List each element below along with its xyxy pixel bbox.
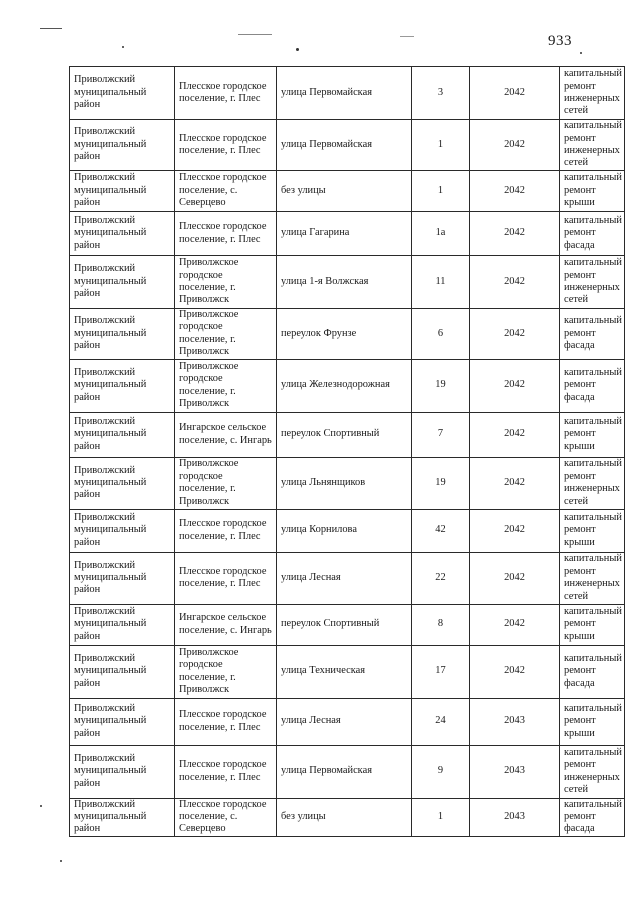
- house-number-cell: 1: [412, 798, 470, 836]
- table-row: [70, 552, 625, 604]
- settlement-cell: Ингарское сельское поселение, с. Ингарь: [175, 604, 277, 645]
- table-row: [70, 509, 625, 552]
- year-cell: 2042: [470, 256, 560, 309]
- street-cell: улица Первомайская: [277, 67, 412, 120]
- district-cell: Приволжский муниципальный район: [70, 359, 175, 412]
- settlement-cell: Плесское городское поселение, г. Плес: [175, 67, 277, 120]
- year-cell: 2042: [470, 509, 560, 552]
- work-type-cell: капитальный ремонт крыши: [560, 171, 625, 212]
- table-row: [70, 212, 625, 256]
- year-cell: 2042: [470, 359, 560, 412]
- street-cell: улица Железнодорожная: [277, 359, 412, 412]
- district-cell: Приволжский муниципальный район: [70, 256, 175, 309]
- house-number-cell: 1: [412, 171, 470, 212]
- district-cell: Приволжский муниципальный район: [70, 171, 175, 212]
- work-type-cell: капитальный ремонт фасада: [560, 309, 625, 360]
- work-type-cell: капитальный ремонт крыши: [560, 509, 625, 552]
- district-cell: Приволжский муниципальный район: [70, 509, 175, 552]
- work-type-cell: капитальный ремонт крыши: [560, 412, 625, 457]
- table-row: [70, 412, 625, 457]
- year-cell: 2042: [470, 309, 560, 360]
- table-row: [70, 645, 625, 698]
- house-number-cell: 8: [412, 604, 470, 645]
- scan-artifact-dot: [40, 805, 42, 807]
- house-number-cell: 11: [412, 256, 470, 309]
- year-cell: 2042: [470, 412, 560, 457]
- year-cell: 2042: [470, 457, 560, 509]
- work-type-cell: капитальный ремонт инженерных сетей: [560, 256, 625, 309]
- table-row: [70, 698, 625, 745]
- table-row: [70, 67, 625, 120]
- work-type-cell: капитальный ремонт крыши: [560, 698, 625, 745]
- table-row: [70, 359, 625, 412]
- scan-artifact-dot: [122, 46, 124, 48]
- table-row: [70, 171, 625, 212]
- year-cell: 2042: [470, 171, 560, 212]
- house-number-cell: 3: [412, 67, 470, 120]
- street-cell: улица Первомайская: [277, 745, 412, 798]
- work-type-cell: капитальный ремонт инженерных сетей: [560, 120, 625, 171]
- street-cell: улица Корнилова: [277, 509, 412, 552]
- street-cell: улица Техническая: [277, 645, 412, 698]
- settlement-cell: Плесское городское поселение, г. Плес: [175, 552, 277, 604]
- work-type-cell: капитальный ремонт крыши: [560, 604, 625, 645]
- house-number-cell: 19: [412, 457, 470, 509]
- work-type-cell: капитальный ремонт инженерных сетей: [560, 745, 625, 798]
- settlement-cell: Плесское городское поселение, с. Северцево: [175, 798, 277, 836]
- table-row: [70, 745, 625, 798]
- table-row: [70, 457, 625, 509]
- scan-artifact-dot: [60, 860, 62, 862]
- district-cell: Приволжский муниципальный район: [70, 120, 175, 171]
- settlement-cell: Приволжское городское поселение, г. Приволжск: [175, 309, 277, 360]
- house-number-cell: 24: [412, 698, 470, 745]
- house-number-cell: 19: [412, 359, 470, 412]
- scan-artifact-dot: [296, 48, 299, 51]
- work-type-cell: капитальный ремонт фасада: [560, 645, 625, 698]
- house-number-cell: 17: [412, 645, 470, 698]
- street-cell: без улицы: [277, 171, 412, 212]
- district-cell: Приволжский муниципальный район: [70, 552, 175, 604]
- scan-artifact-line: [238, 34, 272, 35]
- scan-artifact-line: [400, 36, 414, 37]
- settlement-cell: Приволжское городское поселение, г. Приволжск: [175, 645, 277, 698]
- street-cell: переулок Фрунзе: [277, 309, 412, 360]
- settlement-cell: Приволжское городское поселение, г. Приволжск: [175, 359, 277, 412]
- house-number-cell: 9: [412, 745, 470, 798]
- table-row: [70, 798, 625, 836]
- district-cell: Приволжский муниципальный район: [70, 745, 175, 798]
- district-cell: Приволжский муниципальный район: [70, 212, 175, 256]
- work-type-cell: капитальный ремонт фасада: [560, 359, 625, 412]
- house-number-cell: 42: [412, 509, 470, 552]
- table-row: [70, 604, 625, 645]
- settlement-cell: Плесское городское поселение, г. Плес: [175, 120, 277, 171]
- scan-artifact-line: [40, 28, 62, 29]
- year-cell: 2043: [470, 698, 560, 745]
- year-cell: 2042: [470, 645, 560, 698]
- street-cell: без улицы: [277, 798, 412, 836]
- street-cell: улица 1-я Волжская: [277, 256, 412, 309]
- street-cell: улица Льнянщиков: [277, 457, 412, 509]
- house-number-cell: 1а: [412, 212, 470, 256]
- district-cell: Приволжский муниципальный район: [70, 412, 175, 457]
- year-cell: 2042: [470, 67, 560, 120]
- settlement-cell: Приволжское городское поселение, г. Приволжск: [175, 457, 277, 509]
- district-cell: Приволжский муниципальный район: [70, 798, 175, 836]
- house-number-cell: 1: [412, 120, 470, 171]
- district-cell: Приволжский муниципальный район: [70, 309, 175, 360]
- settlement-cell: Приволжское городское поселение, г. Приволжск: [175, 256, 277, 309]
- street-cell: улица Лесная: [277, 698, 412, 745]
- work-type-cell: капитальный ремонт фасада: [560, 798, 625, 836]
- scan-artifact-dot: [580, 52, 582, 54]
- district-cell: Приволжский муниципальный район: [70, 604, 175, 645]
- year-cell: 2042: [470, 212, 560, 256]
- settlement-cell: Плесское городское поселение, г. Плес: [175, 745, 277, 798]
- district-cell: Приволжский муниципальный район: [70, 698, 175, 745]
- work-type-cell: капитальный ремонт инженерных сетей: [560, 552, 625, 604]
- repair-schedule-table: [69, 66, 625, 837]
- settlement-cell: Плесское городское поселение, г. Плес: [175, 509, 277, 552]
- year-cell: 2043: [470, 745, 560, 798]
- table-body: [70, 67, 625, 837]
- year-cell: 2043: [470, 798, 560, 836]
- settlement-cell: Плесское городское поселение, г. Плес: [175, 212, 277, 256]
- year-cell: 2042: [470, 120, 560, 171]
- settlement-cell: Плесское городское поселение, г. Плес: [175, 698, 277, 745]
- table-row: [70, 256, 625, 309]
- table-row: [70, 309, 625, 360]
- page-number: 933: [548, 33, 572, 49]
- district-cell: Приволжский муниципальный район: [70, 645, 175, 698]
- street-cell: улица Гагарина: [277, 212, 412, 256]
- work-type-cell: капитальный ремонт инженерных сетей: [560, 67, 625, 120]
- work-type-cell: капитальный ремонт инженерных сетей: [560, 457, 625, 509]
- house-number-cell: 7: [412, 412, 470, 457]
- street-cell: улица Лесная: [277, 552, 412, 604]
- year-cell: 2042: [470, 552, 560, 604]
- settlement-cell: Плесское городское поселение, с. Северцево: [175, 171, 277, 212]
- settlement-cell: Ингарское сельское поселение, с. Ингарь: [175, 412, 277, 457]
- work-type-cell: капитальный ремонт фасада: [560, 212, 625, 256]
- table-row: [70, 120, 625, 171]
- house-number-cell: 6: [412, 309, 470, 360]
- district-cell: Приволжский муниципальный район: [70, 67, 175, 120]
- district-cell: Приволжский муниципальный район: [70, 457, 175, 509]
- street-cell: переулок Спортивный: [277, 412, 412, 457]
- street-cell: переулок Спортивный: [277, 604, 412, 645]
- street-cell: улица Первомайская: [277, 120, 412, 171]
- house-number-cell: 22: [412, 552, 470, 604]
- year-cell: 2042: [470, 604, 560, 645]
